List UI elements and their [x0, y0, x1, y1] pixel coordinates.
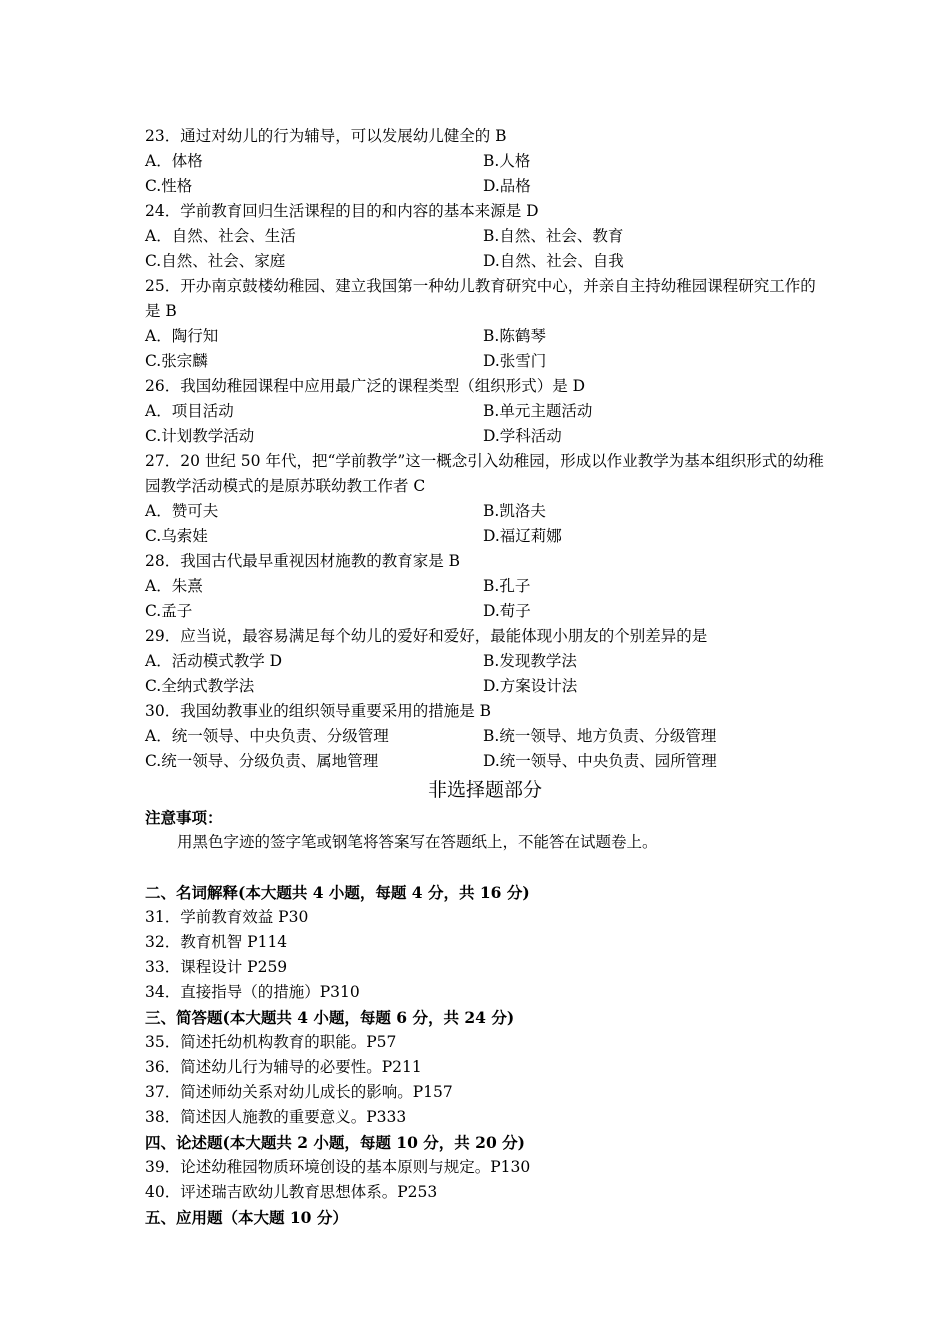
- list-item: 40．评述瑞吉欧幼儿教育思想体系。P253: [145, 1183, 438, 1201]
- list-item: 33．课程设计 P259: [145, 958, 288, 976]
- question-stem: 29．应当说，最容易满足每个幼儿的爱好和爱好，最能体现小朋友的个别差异的是: [145, 627, 708, 645]
- option-b: B.单元主题活动: [483, 402, 593, 420]
- list-item: 38．简述因人施教的重要意义。P333: [145, 1108, 407, 1126]
- option-a: A．赞可夫: [145, 502, 219, 520]
- option-b: B.发现教学法: [483, 652, 577, 670]
- list-item: 39．论述幼稚园物质环境创设的基本原则与规定。P130: [145, 1158, 531, 1176]
- options-row: [145, 574, 825, 599]
- options-row: [145, 224, 825, 249]
- options-row: [145, 349, 825, 374]
- options-row: [145, 399, 825, 424]
- options-row: [145, 424, 825, 449]
- option-c: C.张宗麟: [145, 352, 208, 370]
- option-d: D.学科活动: [483, 427, 562, 445]
- options-row: [145, 724, 825, 749]
- question-stem: 28．我国古代最早重视因材施教的教育家是 B: [145, 552, 461, 570]
- section-heading: 二、名词解释(本大题共 4 小题，每题 4 分，共 16 分): [145, 883, 530, 902]
- option-d: D.张雪门: [483, 352, 547, 370]
- question-stem: 30．我国幼教事业的组织领导重要采用的措施是 B: [145, 702, 492, 720]
- option-d: D.福辽莉娜: [483, 527, 562, 545]
- option-b: B.统一领导、地方负责、分级管理: [483, 727, 717, 745]
- options-row: [145, 599, 825, 624]
- option-b: B.孔子: [483, 577, 531, 595]
- option-a: A．统一领导、中央负责、分级管理: [145, 727, 389, 745]
- list-item: 34．直接指导（的措施）P310: [145, 983, 360, 1001]
- option-b: B.陈鹤琴: [483, 327, 546, 345]
- question-stem: 27．20 世纪 50 年代，把“学前教学”这一概念引入幼稚园，形成以作业教学为基本组织形式的幼稚园教学活动模式的是原苏联幼教工作者 C: [145, 452, 824, 495]
- option-c: C.计划教学活动: [145, 427, 255, 445]
- exam-content: [145, 124, 825, 1230]
- options-row: [145, 749, 825, 774]
- section-heading: 四、论述题(本大题共 2 小题，每题 10 分，共 20 分): [145, 1133, 525, 1152]
- option-d: D.统一领导、中央负责、园所管理: [483, 752, 717, 770]
- option-a: A．自然、社会、生活: [145, 227, 296, 245]
- question-stem: 25．开办南京鼓楼幼稚园、建立我国第一种幼儿教育研究中心，并亲自主持幼稚园课程研究工作的是 B: [145, 277, 816, 320]
- option-d: D.荀子: [483, 602, 531, 620]
- options-row: [145, 174, 825, 199]
- question-stem: 23．通过对幼儿的行为辅导，可以发展幼儿健全的 B: [145, 127, 507, 145]
- section-title: 非选择题部分: [427, 779, 542, 801]
- option-d: D.自然、社会、自我: [483, 252, 624, 270]
- question-stem: 24．学前教育回归生活课程的目的和内容的基本来源是 D: [145, 202, 539, 220]
- list-item: 37．简述师幼关系对幼儿成长的影响。P157: [145, 1083, 453, 1101]
- option-c: C.统一领导、分级负责、属地管理: [145, 752, 379, 770]
- option-d: D.方案设计法: [483, 677, 578, 695]
- option-c: C.乌索娃: [145, 527, 208, 545]
- options-row: [145, 324, 825, 349]
- section-heading: 三、简答题(本大题共 4 小题，每题 6 分，共 24 分): [145, 1008, 515, 1027]
- list-item: 35．简述托幼机构教育的职能。P57: [145, 1033, 397, 1051]
- section-heading: 五、应用题（本大题 10 分）: [145, 1208, 348, 1227]
- option-c: C.孟子: [145, 602, 193, 620]
- option-b: B.自然、社会、教育: [483, 227, 624, 245]
- option-c: C.全纳式教学法: [145, 677, 255, 695]
- notice-label: 注意事项：: [145, 808, 223, 827]
- question-stem: 26．我国幼稚园课程中应用最广泛的课程类型（组织形式）是 D: [145, 377, 586, 395]
- options-row: [145, 674, 825, 699]
- option-b: B.人格: [483, 152, 531, 170]
- option-a: A．体格: [145, 152, 203, 170]
- options-row: [145, 649, 825, 674]
- option-b: B.凯洛夫: [483, 502, 546, 520]
- list-item: 31．学前教育效益 P30: [145, 908, 309, 926]
- option-a: A．项目活动: [145, 402, 234, 420]
- options-row: [145, 249, 825, 274]
- option-c: C.性格: [145, 177, 193, 195]
- notice-text: 用黑色字迹的签字笔或钢笔将答案写在答题纸上，不能答在试题卷上。: [177, 833, 658, 851]
- list-item: 36．简述幼儿行为辅导的必要性。P211: [145, 1058, 422, 1076]
- list-item: 32．教育机智 P114: [145, 933, 288, 951]
- option-c: C.自然、社会、家庭: [145, 252, 286, 270]
- spacer: [145, 855, 825, 880]
- options-row: [145, 499, 825, 524]
- option-a: A．陶行知: [145, 327, 219, 345]
- option-a: A．朱熹: [145, 577, 203, 595]
- option-d: D.品格: [483, 177, 531, 195]
- options-row: [145, 524, 825, 549]
- option-a: A．活动模式教学 D: [145, 652, 283, 670]
- options-row: [145, 149, 825, 174]
